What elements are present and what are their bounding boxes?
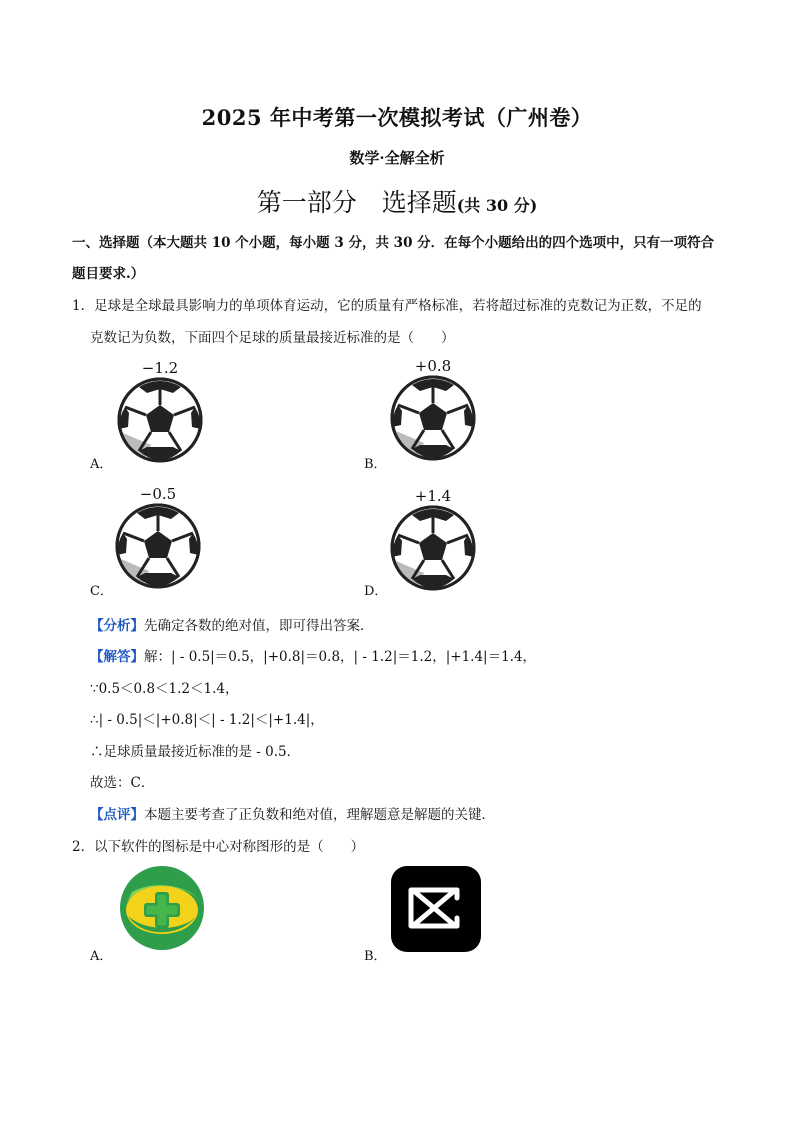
section-instruction [72,231,714,251]
part-title-text: 第一部分 选择题 [256,188,457,217]
q1-analysis [90,614,374,634]
soccer-ball-icon [388,373,478,463]
analysis-text: 先确定各数的绝对值，即可得出答案． [144,618,374,634]
q1-comment [90,803,495,823]
option-a-letter: A． [90,457,113,472]
answer-tag: 【解答】 [90,649,144,665]
q2-line: 2．以下软件的图标是中心对称图形的是（ ） [72,839,365,855]
option-c-value: −0.5 [139,485,177,503]
option-c-letter: C． [90,584,113,599]
q2-option-a-letter: A． [90,949,113,964]
section-line-1: 一、选择题（本大题共 10 个小题，每小题 3 分，共 30 分．在每个小题给出的四个选项中，只有一项符合 [72,235,715,251]
comment-text: 本题主要考查了正负数和绝对值，理解题意是解题的关键． [144,807,495,823]
option-d-value: +1.4 [414,487,452,505]
q1-line-2: 克数记为负数，下面四个足球的质量最接近标准的是（ ） [90,330,455,346]
comment-tag: 【点评】 [90,807,144,823]
capcut-app-icon [391,866,481,952]
soccer-ball-icon [388,503,478,593]
option-b-letter: B． [364,457,387,472]
green-plus-app-icon [118,864,206,952]
q1-line-1: 1．足球是全球最具影响力的单项体育运动，它的质量有严格标准，若将超过标准的克数记为正数，不足的 [72,298,702,314]
answer-line-2: ∵0.5＜0.8＜1.2＜1.4， [90,681,239,697]
section-line-2: 题目要求.） [72,266,145,282]
soccer-ball-icon [113,501,203,591]
part-title [0,183,794,219]
answer-line-3: ∴| - 0.5|＜|+0.8|＜| - 1.2|＜|+1.4|， [90,712,324,728]
answer-choice: 故选：C． [90,775,155,791]
answer-line-4: ∴足球质量最接近标准的是 - 0.5． [90,744,301,760]
option-a-value: −1.2 [141,359,179,377]
page-subtitle: 数学·全解全析 [349,149,445,167]
analysis-tag: 【分析】 [90,618,144,634]
q2-option-b-letter: B． [364,949,387,964]
option-b-value: +0.8 [414,357,452,375]
page-title: 2025 年中考第一次模拟考试（广州卷） [201,105,593,130]
q1-answer [90,645,536,665]
answer-line-1: 解：| - 0.5|＝0.5，|+0.8|＝0.8，| - 1.2|＝1.2，|+1.4|＝1.4， [144,649,537,665]
option-d-letter: D． [364,584,388,599]
part-note: (共 30 分) [456,196,538,215]
soccer-ball-icon [115,375,205,465]
